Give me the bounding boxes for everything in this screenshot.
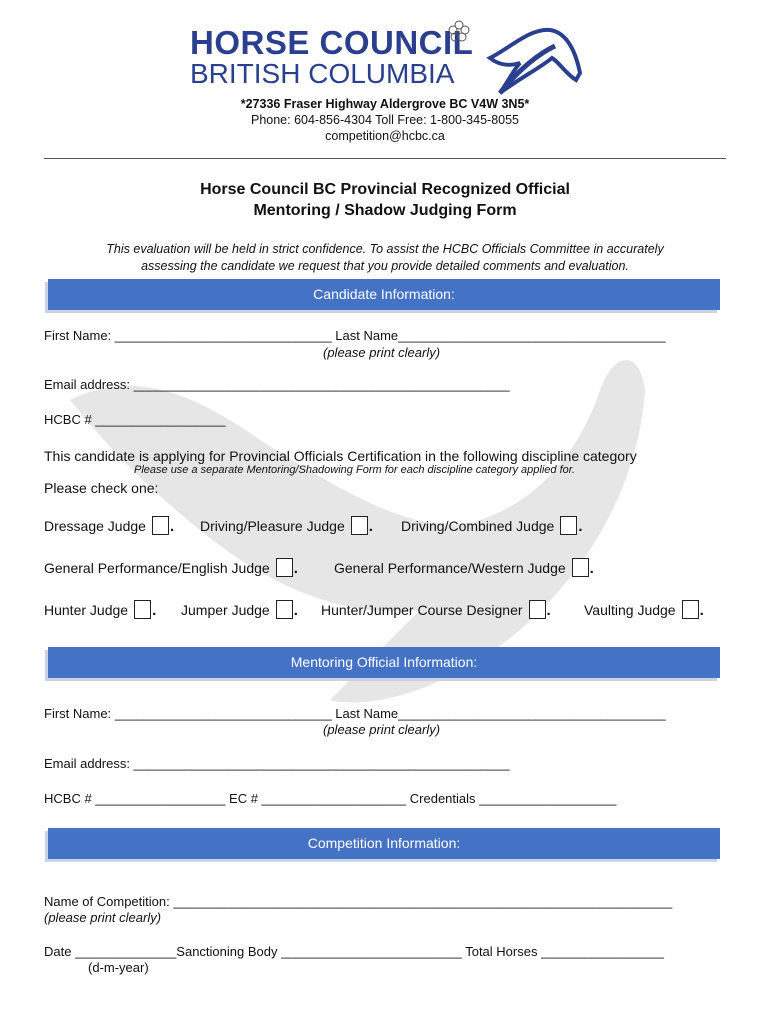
separate-form-note: Please use a separate Mentoring/Shadowing Form for each discipline category applied for. — [134, 464, 576, 476]
competition-print-note: (please print clearly) — [44, 910, 162, 925]
checkbox-course-designer[interactable] — [529, 600, 546, 619]
option-gp-western-judge: General Performance/Western Judge . — [334, 560, 594, 577]
checkbox-hunter-judge[interactable] — [134, 600, 151, 619]
mentor-print-note: (please print clearly) — [323, 722, 441, 737]
option-gp-english-judge: General Performance/English Judge . — [44, 560, 298, 577]
checkbox-jumper-judge[interactable] — [276, 600, 293, 619]
option-course-designer: Hunter/Jumper Course Designer . — [321, 602, 551, 619]
option-jumper-judge: Jumper Judge . — [181, 602, 298, 619]
mentor-ids-field[interactable]: HCBC # __________________ EC # ____________________ Credentials ___________________ — [44, 791, 617, 806]
email: competition@hcbc.ca — [325, 129, 445, 143]
option-driving-combined-judge: Driving/Combined Judge . — [401, 518, 583, 535]
checkbox-vaulting-judge[interactable] — [682, 600, 699, 619]
option-hunter-judge: Hunter Judge . — [44, 602, 157, 619]
mentor-name-field[interactable]: First Name: ______________________________ Last Name_____________________________________ — [44, 706, 666, 721]
option-dressage-judge: Dressage Judge . — [44, 518, 175, 535]
date-format-note: (d-m-year) — [88, 960, 149, 975]
competition-name-field[interactable]: Name of Competition: _____________________________________________________________________ — [44, 894, 673, 909]
candidate-section-header: Candidate Information: — [48, 279, 720, 310]
checkbox-gp-english-judge[interactable] — [276, 558, 293, 577]
intro-line2: assessing the candidate we request that you provide detailed comments and evaluation. — [141, 259, 629, 273]
option-vaulting-judge: Vaulting Judge . — [584, 602, 704, 619]
address: *27336 Fraser Highway Aldergrove BC V4W 3N5* — [240, 97, 530, 111]
candidate-email-field[interactable]: Email address: ____________________________________________________ — [44, 377, 510, 392]
checkbox-dressage-judge[interactable] — [152, 516, 169, 535]
checkbox-gp-western-judge[interactable] — [572, 558, 589, 577]
form-title-line2: Mentoring / Shadow Judging Form — [253, 202, 517, 219]
mentor-section-header: Mentoring Official Information: — [48, 647, 720, 678]
check-one-label: Please check one: — [44, 480, 159, 496]
divider — [44, 158, 726, 159]
org-name-line2: BRITISH COLUMBIA — [190, 58, 455, 89]
checkbox-driving-combined-judge[interactable] — [560, 516, 577, 535]
applying-text: This candidate is applying for Provincial Officials Certification in the following discipline category — [44, 448, 637, 464]
candidate-print-note: (please print clearly) — [323, 345, 441, 360]
form-title-line1: Horse Council BC Provincial Recognized Official — [200, 181, 570, 198]
competition-date-field[interactable]: Date ______________Sanctioning Body _________________________ Total Horses _________________ — [44, 944, 664, 959]
intro-line1: This evaluation will be held in strict confidence. To assist the HCBC Officials Committee in accurately — [106, 242, 664, 256]
flower-icon — [448, 20, 470, 42]
option-driving-pleasure-judge: Driving/Pleasure Judge . — [200, 518, 373, 535]
mentor-email-field[interactable]: Email address: ____________________________________________________ — [44, 756, 510, 771]
horse-head-logo-icon — [480, 18, 590, 98]
org-name-line1: HORSE COUNCIL — [190, 24, 474, 61]
candidate-name-field[interactable]: First Name: ______________________________ Last Name_____________________________________ — [44, 328, 666, 343]
competition-section-header: Competition Information: — [48, 828, 720, 859]
checkbox-driving-pleasure-judge[interactable] — [351, 516, 368, 535]
candidate-hcbc-field[interactable]: HCBC # __________________ — [44, 412, 226, 427]
phone: Phone: 604-856-4304 Toll Free: 1-800-345-8055 — [250, 113, 520, 127]
